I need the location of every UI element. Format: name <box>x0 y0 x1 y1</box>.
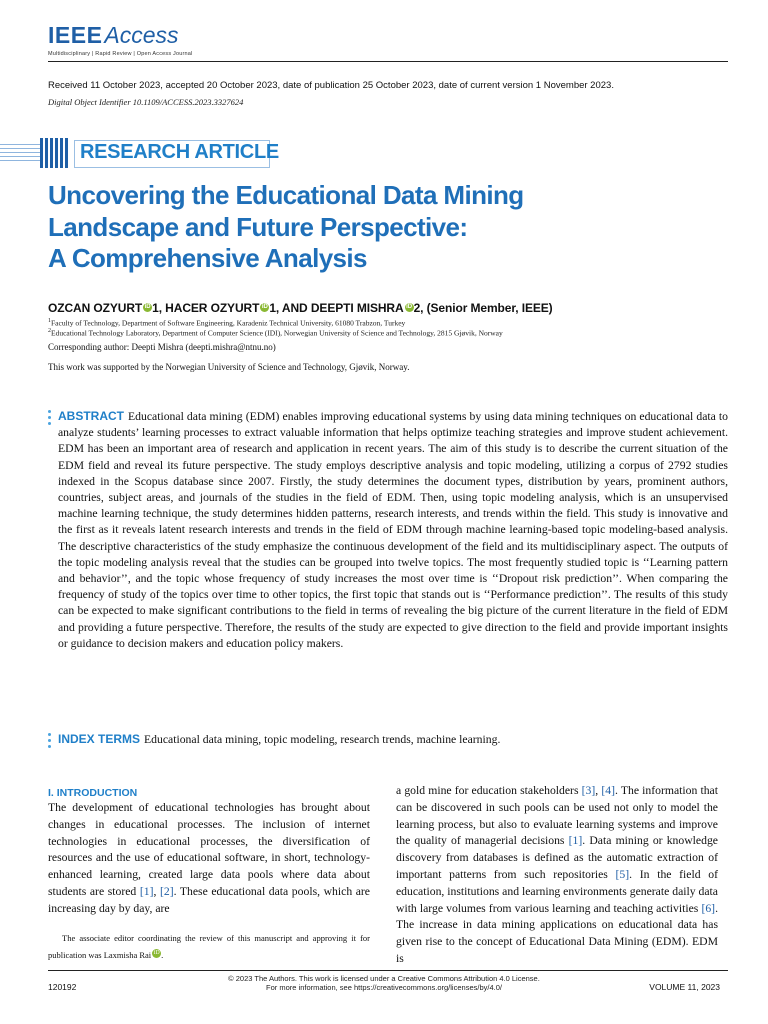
publication-dates: Received 11 October 2023, accepted 20 October 2023, date of publication 25 October 2023, date of current version 1 November 2023. <box>48 80 614 91</box>
paper-title <box>48 180 608 275</box>
title-line: Landscape and Future Perspective: <box>48 211 468 242</box>
journal-logo <box>48 22 728 49</box>
volume-label: VOLUME 11, 2023 <box>649 982 720 992</box>
abstract-dots-decoration <box>48 410 51 428</box>
page-number: 120192 <box>48 982 77 992</box>
author-affil-num: 1 <box>269 301 276 315</box>
author-name: OZCAN OZYURT <box>48 301 143 315</box>
editor-footnote: The associate editor coordinating the review of this manuscript and approving it for publication was Laxmisha Rai iD . <box>48 933 370 960</box>
footer-divider <box>48 970 728 971</box>
logo-tagline: Multidisciplinary | Rapid Review | Open Access Journal <box>48 51 193 57</box>
citation-link[interactable]: [1] <box>139 884 154 898</box>
intro-left-column: The development of educational technologies has brought about changes in educational processes. The inclusion of internet technologies in educational processes, the diversification of resources and the use of educational software, in short, technology-enhanced learning, created large data pools where data about students are stored [1], [2]. These educational data pools, which are increasing day by day, are <box>48 801 370 915</box>
citation-link[interactable]: [2] <box>159 884 174 898</box>
doi: Digital Object Identifier 10.1109/ACCESS.2023.3327624 <box>48 97 244 107</box>
title-line: A Comprehensive Analysis <box>48 243 367 273</box>
title-line: Uncovering the Educational Data Mining <box>48 180 524 210</box>
logo-access-text: Access <box>104 22 179 48</box>
author-list <box>48 301 553 315</box>
corresponding-author: Corresponding author: Deepti Mishra (deepti.mishra@ntnu.no) <box>48 342 276 352</box>
logo-ieee-text: IEEE <box>48 22 103 48</box>
index-terms-label: INDEX TERMS <box>58 732 141 746</box>
author-membership: , (Senior Member, IEEE) <box>420 301 553 315</box>
orcid-icon[interactable]: iD <box>406 304 412 310</box>
author-name: , HACER OZYURT <box>158 301 260 315</box>
author-name: , AND DEEPTI MISHRA <box>275 301 404 315</box>
affiliation: $^1$Faculty of Technology, Department of Software Engineering, Karadeniz Technical University, 61080 Trabzon, Turkey <box>48 318 406 328</box>
intro-right-column: a gold mine for education stakeholders [3], [4]. The information that can be discovered in such pools can be used not only to model the learning process, but also to evaluate learning systems and improve the quality of managerial decisions [1]. Data mining or knowledge discovery from databases is defined as the automatic extraction of important patterns from such repositories [5]. In the field of education, institutions and learning environments generate daily data with large volumes from various learning and teaching activities [6]. The increase in data mining applications on educational data has given rise to the concept of Educational Data Mining (EDM). EDM is <box>396 784 718 965</box>
orcid-icon[interactable]: iD <box>261 304 268 310</box>
citation-link[interactable]: [4] <box>601 784 615 797</box>
citation-link[interactable]: [1] <box>568 834 583 848</box>
license-notice: © 2023 The Authors. This work is licensed under a Creative Commons Attribution 4.0 License. For more information, see https://creativecommons.org/licenses/by/4.0/ <box>0 974 768 992</box>
funding-note: This work was supported by the Norwegian University of Science and Technology, Gjøvik, Norway. <box>48 362 410 372</box>
article-type: RESEARCH ARTICLE <box>80 141 279 163</box>
abstract <box>58 408 728 652</box>
journal-header <box>48 22 728 62</box>
abstract-text: Educational data mining (EDM) enables improving educational systems by using data mining techniques on educational data to analyze students’ learning processes to extract valuable information that helps optimize teaching strategies and improve student achievement. EDM has been an important area of research and application in recent years. The aim of this study is to describe the current situation of the EDM field and reveal its future perspective. The study employs descriptive analysis and topic modeling, utilizing a corpus of 2792 studies indexed in the Scopus database since 2007. Firstly, the study determines the document types, distribution by years, prominent authors, countries, subject areas, and journals of the studies in the field of EDM. Then, using topic modeling analysis, which is an unsupervised machine learning technique, the study determines hidden patterns, research interests, and trends within the field. This study is innovative and the first as it reveals latent research interests and trends in the field of EDM through machine learning-based topic modeling-based analysis. The descriptive characteristics of the study emphasize the continuous development of the field and its multidisciplinary aspect. The outputs of the topic modeling analysis reveal that the studies can be grouped into twelve topics. The most frequently studied topic is ‘‘Learning pattern and behavior’’, and the topic whose frequency of study increases the most over time is ‘‘Dropout risk prediction’’. When comparing the frequency of study of the topics over time to other topics, the first topic that stands out is ‘‘Performance prediction’’. The results of this study can be expected to make significant contributions to the field in terms of revealing the big picture of the current literature in the field of EDM and providing a future perspective. Therefore, the results of the study are expected to give direction to the field and provide important insights or guidance to decision makers and education policy makers. <box>58 410 728 650</box>
abstract-label: ABSTRACT <box>58 409 124 423</box>
license-link[interactable]: For more information, see https://creativecommons.org/licenses/by/4.0/ <box>266 983 502 992</box>
citation-link[interactable]: [6] <box>701 901 716 915</box>
index-dots-decoration <box>48 733 51 751</box>
citation-link[interactable]: [5] <box>615 867 630 881</box>
orcid-icon[interactable]: iD <box>144 304 151 310</box>
index-terms-text: Educational data mining, topic modeling, research trends, machine learning. <box>144 733 501 746</box>
citation-link[interactable]: [3] <box>581 784 596 797</box>
affiliation: $^2$Educational Technology Laboratory, Department of Computer Science (IDI), Norwegian University of Science and Technology, 2815 Gjøvik, Norway <box>48 328 503 338</box>
ribbon-decoration <box>0 138 74 168</box>
author-affil-num: 2 <box>413 301 421 315</box>
index-terms <box>58 732 500 746</box>
orcid-icon[interactable]: iD <box>153 950 160 956</box>
section-heading: I. INTRODUCTION <box>48 787 138 799</box>
author-affil-num: 1 <box>152 301 159 315</box>
